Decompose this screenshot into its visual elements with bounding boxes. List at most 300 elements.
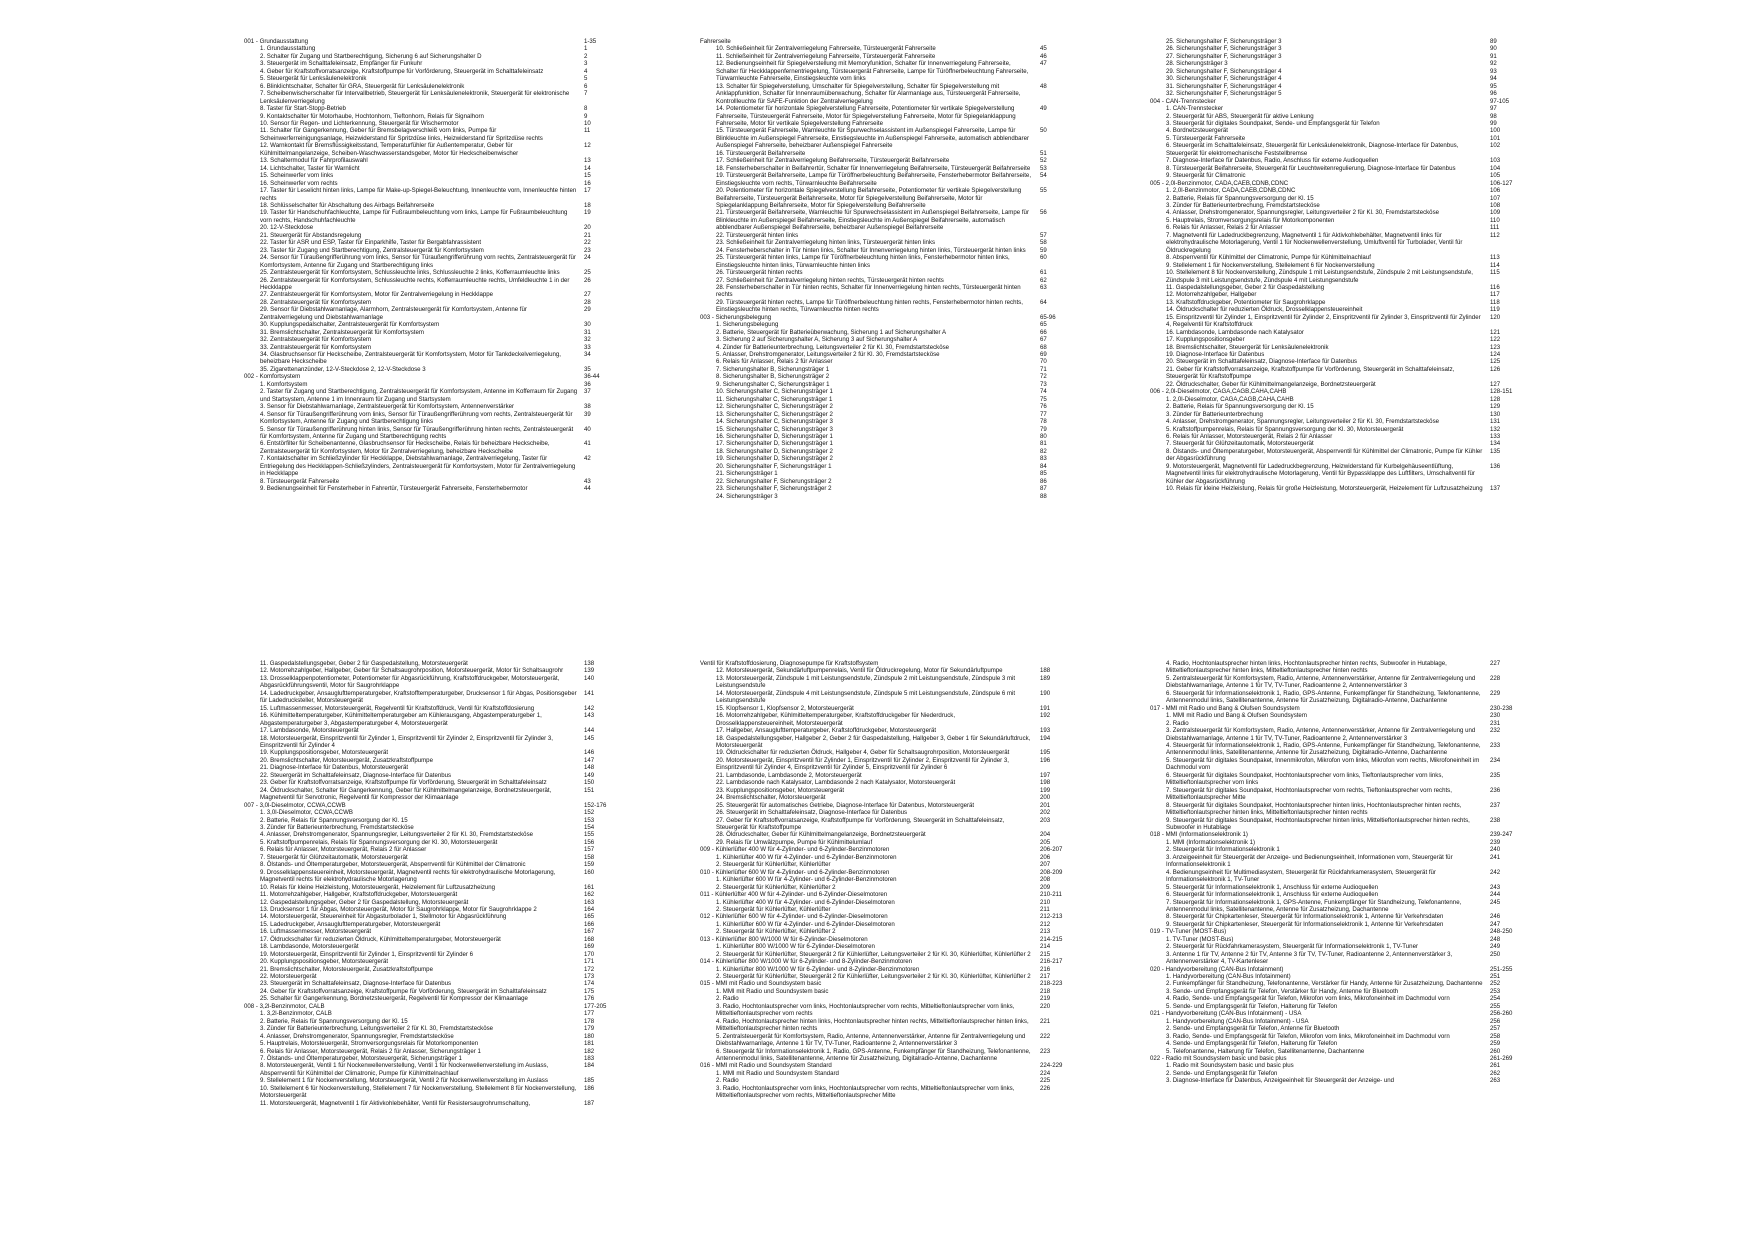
- toc-entry-row: [244, 779, 624, 786]
- toc-entry-title: 8. Steuergerät für digitales Soundpaket, Hochtonlautsprecher hinten links, Hochtonlautsprecher hinten rechts, Mitteltieftonlautsprecher hinten links, Mitteltieftonlautsprecher hinten rechts: [1166, 801, 1462, 817]
- toc-entry-row: [700, 418, 1080, 425]
- toc-entry-title: 17. Hallgeber, Ansauglufttemperaturgeber, Kraftstoffdruckgeber, Motorsteuergerät: [716, 727, 937, 735]
- toc-page-number: 188: [1040, 667, 1051, 675]
- toc-page-number: 12: [584, 142, 591, 150]
- toc-entry-title: 3. Diagnose-Interface für Datenbus, Anzeigeeinheit für Steuergerät der Anzeige- und: [1166, 1077, 1394, 1085]
- toc-entry-title: 2. Steuergerät für Kühlerlüfter, Kühlerlüfter: [716, 905, 831, 913]
- toc-entry-row: [244, 157, 624, 164]
- toc-entry-row: [700, 973, 1080, 980]
- toc-page-number: 67: [1040, 336, 1047, 344]
- toc-entry-row: [700, 1077, 1080, 1084]
- toc-page-number: 228: [1490, 674, 1501, 682]
- toc-entry-row: [700, 988, 1080, 995]
- toc-page-number: 185: [584, 1077, 595, 1085]
- toc-entry-row: [700, 127, 1080, 149]
- toc-entry-title: 19. Kupplungspositionsgeber, Motorsteuergerät: [260, 749, 389, 757]
- toc-entry-row: [244, 660, 624, 667]
- toc-page-number: 240: [1490, 846, 1501, 854]
- toc-entry-title: 22. Steuergerät im Schalttafeleinsatz, Diagnose-Interface für Datenbus: [260, 771, 452, 779]
- toc-entry-row: [700, 787, 1080, 794]
- toc-page-number: 10: [584, 119, 591, 127]
- toc-page-number: 213: [1040, 928, 1051, 936]
- toc-chapter-row: [700, 958, 1080, 965]
- toc-entry-row: [1150, 344, 1530, 351]
- toc-chapter-row: [1150, 966, 1530, 973]
- toc-entry-title: 018 - MMI (Informationselektronik 1): [1150, 831, 1248, 839]
- toc-page-number: 42: [584, 455, 591, 463]
- toc-entry-title: 8. Ölstands- und Öltemperaturgeber, Motorsteuergerät, Absperrventil für Kühlmittel der Climatronic, Pumpe für Kühler der Abgasrückführung: [1166, 447, 1483, 463]
- toc-entry-title: 25. Sicherungshalter F, Sicherungsträger 3: [1166, 38, 1282, 45]
- toc-page-number: 15: [584, 172, 591, 180]
- toc-page-number: 195: [1040, 749, 1051, 757]
- toc-page-number: 262: [1490, 1069, 1501, 1077]
- toc-entry-title: 12. Warnkontakt für Bremsflüssigkeitsstand, Temperaturfühler für Außentemperatur, Geber für Kühlmittelmangelanzeige, Scheiben-Waschwasserstandsgeber, Motor für Heckscheibenwischer: [260, 142, 519, 157]
- toc-chapter-row: [1150, 180, 1530, 187]
- toc-entry-row: [244, 45, 624, 52]
- toc-page-number: 247: [1490, 920, 1501, 928]
- toc-entry-title: 23. Geber für Kraftstoffvorratsanzeige, Kraftstoffpumpe für Vorförderung, Steuergerät im Schalttafeleinsatz: [260, 779, 547, 787]
- toc-entry-title: 4. Anlasser, Drehstromgenerator, Spannungsregler, Leitungsverteiler 2 für Kl. 30, Fremdstartstecköse: [1166, 209, 1440, 217]
- toc-column-bottom-left: [244, 660, 624, 1215]
- toc-entry-title: 24. Sensor für Türaußengrifferührung vorn links, Sensor für Türaußengrifferührung vorn rechts, Zentralsteuergerät für Komfortsystem, Antenne für Zugang und Startberechtigung links: [260, 254, 576, 269]
- toc-entry-title: 5. Zentralsteuergerät für Komfortsystem, Radio, Antenne, Antennenverstärker, Antenne für Zentralverriegelung und Diebstahlwarnanlage, Antenne 1 für TV, TV-Tuner, Radioantenne 2, Antennenverstärker 3: [716, 1032, 1026, 1048]
- toc-entry-row: [700, 749, 1080, 756]
- toc-page-number: 129: [1490, 403, 1501, 411]
- toc-entry-row: [1150, 157, 1530, 164]
- toc-entry-title: 12. Motorrehzahlgeber, Hallgeber, Geber für Schaltsaugrohrposition, Motorsteuergerät, Motor für Schaltsaugrohr: [260, 667, 564, 675]
- toc-page-number: 206-207: [1040, 846, 1063, 854]
- toc-entry-row: [1150, 973, 1530, 980]
- toc-entry-row: [700, 396, 1080, 403]
- toc-page-number: 64: [1040, 298, 1047, 306]
- toc-entry-title: 25. Schalter für Gangerkennung, Bordnetzsteuergerät, Regelventil für Kompressor der Klimaanlage: [260, 995, 528, 1003]
- toc-page-number: 246: [1490, 913, 1501, 921]
- toc-entry-row: [1150, 891, 1530, 898]
- toc-entry-title: 18. Fensterheberschalter in Beifahrertür, Schalter für Innenverriegelung Beifahrerseite, Türsteuergerät Beifahrerseite: [716, 164, 1031, 172]
- toc-page-number: 250: [1490, 950, 1501, 958]
- toc-entry-title: 15. Einspritzventil für Zylinder 1, Einspritzventil für Zylinder 2, Einspritzventil für Zylinder 3, Einspritzventil für Zylinder 4, Regelventil für Kraftstoffdruck: [1166, 313, 1481, 329]
- toc-page-number: 214: [1040, 943, 1051, 951]
- toc-entry-row: [700, 1085, 1080, 1100]
- toc-entry-title: 1. MMI mit Radio und Bang & Olufsen Soundsystem: [1166, 712, 1307, 720]
- toc-entry-row: [244, 1040, 624, 1047]
- toc-chapter-row: [700, 38, 1080, 45]
- toc-page-number: 210: [1040, 898, 1051, 906]
- toc-chapter-row: [700, 913, 1080, 920]
- toc-entry-title: 29. Relais für Umwälzpumpe, Pumpe für Kühlmittelumlauf: [716, 838, 873, 846]
- toc-column-top-left: [244, 38, 624, 598]
- toc-entry-title: 16. Luftmassenmesser, Motorsteuergerät: [260, 928, 372, 936]
- toc-entry-title: 4. Steuergerät für Informationselektronik 1, Radio, GPS-Antenne, Funkempfänger für Standheizung, Telefonantenne, Antennenmodul links, Satellitenantenne, Antenne für Zusatzheizung, Digitalradio-Antenne, Dachantenne: [1166, 741, 1481, 757]
- toc-entry-row: [700, 712, 1080, 727]
- toc-entry-row: [700, 344, 1080, 351]
- toc-entry-row: [244, 817, 624, 824]
- toc-entry-row: [244, 202, 624, 209]
- toc-page-number: 140: [584, 674, 595, 682]
- toc-entry-title: 1. Kühlerlüfter 800 W/1000 W für 6-Zylinder- und 8-Zylinder-Benzinmotoren: [716, 965, 920, 973]
- toc-page-number: 74: [1040, 388, 1047, 396]
- toc-entry-title: 2. Taster für Zugang und Startberechtigung, Zentralsteuergerät für Komfortsystem, Antenne im Kofferraum für Zugang und Startsystem, Antenne 1 im Innenraum für Zugang und Startsystem: [260, 388, 578, 403]
- toc-entry-row: [700, 943, 1080, 950]
- toc-entry-row: [700, 757, 1080, 772]
- toc-entry-title: 21. Steuergerät für Abstandsregelung: [260, 231, 362, 239]
- toc-page-number: 45: [1040, 45, 1047, 53]
- toc-entry-row: [1150, 742, 1530, 757]
- toc-column-bottom-middle: [700, 660, 1080, 1215]
- toc-page-number: 179: [584, 1025, 595, 1033]
- toc-entry-title: 9. Sicherungshalter C, Sicherungsträger 1: [716, 380, 830, 388]
- toc-entry-row: [1150, 913, 1530, 920]
- toc-entry-title: 3. Zünder für Batterieunterbrechung, Fremdstartstecköse: [260, 823, 414, 831]
- toc-entry-title: 22. Sicherungshalter F, Sicherungsträger 2: [716, 477, 832, 485]
- toc-entry-row: [244, 831, 624, 838]
- toc-entry-title: 15. Ladedruckgeber, Ansauglufttemperaturgeber, Motorsteuergerät: [260, 920, 441, 928]
- toc-page-number: 29: [584, 306, 591, 314]
- toc-entry-row: [700, 809, 1080, 816]
- toc-entry-title: 5. Kraftstoffpumpenrelais, Relais für Spannungsversorgung der Kl. 30, Motorsteuergerät: [260, 838, 498, 846]
- toc-page-number: 163: [584, 898, 595, 906]
- toc-entry-row: [700, 403, 1080, 410]
- toc-entry-title: 29. Türsteuergerät hinten rechts, Lampe für Türöffnerbeleuchtung hinten rechts, Fensterhebermotor hinten rechts, Einstiegsleuchte hinten rechts, Türwarnleuchte hinten rechts: [716, 298, 1023, 314]
- toc-entry-row: [244, 329, 624, 336]
- toc-page-number: 230-238: [1490, 704, 1513, 712]
- toc-entry-row: [244, 1077, 624, 1084]
- toc-entry-title: 1. MMI (Informationselektronik 1): [1166, 838, 1256, 846]
- toc-entry-row: [700, 187, 1080, 209]
- toc-page-number: 258: [1490, 1032, 1501, 1040]
- toc-entry-title: 1. Handyvorbereitung (CAN-Bus Infotainment) - USA: [1166, 1017, 1309, 1025]
- toc-page-number: 95: [1490, 82, 1497, 90]
- toc-entry-title: 27. Zentralsteuergerät für Komfortsystem, Motor für Zentralverriegelung in Heckklappe: [260, 291, 494, 299]
- toc-page-number: 248: [1490, 935, 1501, 943]
- toc-entry-row: [700, 83, 1080, 105]
- toc-page-number: 145: [584, 734, 595, 742]
- toc-page-number: 252: [1490, 980, 1501, 988]
- toc-entry-row: [1150, 366, 1530, 381]
- toc-entry-title: 18. Sicherungshalter D, Sicherungsträger 2: [716, 447, 833, 455]
- toc-page-number: 100: [1490, 127, 1501, 135]
- toc-page-number: 60: [1040, 254, 1047, 262]
- toc-entry-title: 23. Kupplungspositionsgeber, Motorsteuergerät: [716, 786, 845, 794]
- toc-entry-title: 23. Schließeinheit für Zentralverriegelung hinten links, Türsteuergerät hinten links: [716, 239, 936, 247]
- toc-chapter-row: [700, 980, 1080, 987]
- toc-entry-title: 28. Zentralsteuergerät für Komfortsystem: [260, 298, 372, 306]
- toc-entry-title: 10. Schließeinheit für Zentralverriegelung Fahrerseite, Türsteuergerät Fahrerseite: [716, 45, 936, 53]
- toc-page-number: 249: [1490, 943, 1501, 951]
- toc-page-number: 121: [1490, 328, 1501, 336]
- toc-page-number: 198: [1040, 779, 1051, 787]
- toc-page-number: 99: [1490, 119, 1497, 127]
- toc-chapter-row: [700, 314, 1080, 321]
- toc-entry-row: [244, 1010, 624, 1017]
- toc-entry-row: [1150, 440, 1530, 447]
- toc-entry-row: [244, 861, 624, 868]
- toc-entry-row: [1150, 172, 1530, 179]
- toc-page-number: 192: [1040, 712, 1051, 720]
- toc-page-number: 17: [584, 187, 591, 195]
- toc-page-number: 92: [1490, 60, 1497, 68]
- toc-entry-title: 6. Steuergerät im Schalttafeleinsatz, Steuergerät für Lenksäulenelektronik, Diagnose-Interface für Datenbus, Steuergerät für elektromechanische Feststellbremse: [1166, 142, 1459, 157]
- toc-entry-title: 1. Grundausstattung: [260, 45, 316, 53]
- toc-page-number: 26: [584, 276, 591, 284]
- toc-entry-row: [700, 735, 1080, 750]
- toc-entry-row: [700, 951, 1080, 958]
- toc-entry-title: 1. MMI mit Radio und Soundsystem basic: [716, 987, 829, 995]
- toc-page-number: 65-96: [1040, 313, 1056, 321]
- toc-entry-row: [1150, 727, 1530, 742]
- toc-entry-row: [700, 1048, 1080, 1063]
- toc-entry-title: 10. Sicherungshalter C, Sicherungsträger 1: [716, 388, 833, 396]
- toc-chapter-row: [244, 373, 624, 380]
- toc-entry-title: 2. Sende- und Empfangsgerät für Telefon, Antenne für Bluetooth: [1166, 1025, 1340, 1033]
- toc-entry-title: 4. Sende- und Empfangsgerät für Telefon, Halterung für Telefon: [1166, 1040, 1338, 1048]
- toc-entry-title: 3. Zünder für Batterieunterbrechung, Leitungsverteiler 2 für Kl. 30, Fremdstartstecköse: [260, 1025, 494, 1033]
- toc-chapter-row: [1150, 1055, 1530, 1062]
- toc-entry-row: [244, 772, 624, 779]
- toc-page-number: 11: [584, 127, 591, 135]
- toc-entry-row: [244, 209, 624, 224]
- toc-page-number: 244: [1490, 891, 1501, 899]
- toc-page-number: 158: [584, 853, 595, 861]
- toc-entry-title: 18. Schlüsselschalter für Abschaltung des Airbags Beifahrerseite: [260, 201, 435, 209]
- toc-page-number: 259: [1490, 1040, 1501, 1048]
- toc-entry-title: 20. Kupplungspositionsgeber, Motorsteuergerät: [260, 958, 389, 966]
- toc-entry-title: 6. Relais für Anlasser, Relais 2 für Anlasser: [716, 358, 833, 366]
- toc-page-number: 159: [584, 861, 595, 869]
- toc-entry-title: 22. Türsteuergerät hinten links: [716, 231, 799, 239]
- toc-entry-title: 5. Steuergerät für Informationselektronik 1, Anschluss für externe Audioquellen: [1166, 883, 1379, 891]
- toc-entry-row: [244, 1062, 624, 1077]
- toc-page-number: 147: [584, 756, 595, 764]
- toc-page-number: 31: [584, 328, 591, 336]
- toc-entry-row: [700, 358, 1080, 365]
- toc-entry-row: [1150, 262, 1530, 269]
- toc-page-number: 243: [1490, 883, 1501, 891]
- toc-entry-title: 5. Steuergerät für Lenksäulenelektronik: [260, 75, 367, 83]
- toc-entry-title: 13. Drosselklappenpotentiometer, Potentiometer für Abgasrückführung, Kraftstoffdruckgeber, Motorsteuergerät, Abgasrückführungsventil, Motor für Saugrohrklappe: [260, 674, 560, 690]
- toc-entry-row: [1150, 712, 1530, 719]
- toc-page-number: 38: [584, 403, 591, 411]
- toc-entry-row: [1150, 1003, 1530, 1010]
- toc-entry-row: [700, 1033, 1080, 1048]
- toc-entry-row: [1150, 224, 1530, 231]
- toc-page-number: 212-213: [1040, 913, 1063, 921]
- toc-entry-title: 013 - Kühlerlüfter 800 W/1000 W für 6-Zylinder-Dieselmotoren: [700, 935, 868, 943]
- toc-entry-title: 18. Lambdasonde, Motorsteuergerät: [260, 943, 359, 951]
- toc-entry-row: [244, 232, 624, 239]
- toc-entry-row: [244, 667, 624, 674]
- toc-entry-row: [700, 426, 1080, 433]
- toc-entry-title: 34. Glasbruchsensor für Heckscheibe, Zentralsteuergerät für Komfortsystem, Motor für Tankdeckelverriegelung, beheizbare Heckscheibe: [260, 351, 561, 366]
- toc-entry-row: [700, 861, 1080, 868]
- toc-entry-title: 11. Sicherungshalter C, Sicherungsträger 1: [716, 395, 833, 403]
- toc-column-top-middle: [700, 38, 1080, 598]
- toc-page-number: 174: [584, 980, 595, 988]
- toc-entry-row: [244, 846, 624, 853]
- toc-page-number: 101: [1490, 134, 1501, 142]
- toc-entry-title: 16. Türsteuergerät Beifahrerseite: [716, 149, 806, 157]
- toc-entry-row: [1150, 284, 1530, 291]
- toc-entry-row: [700, 411, 1080, 418]
- toc-page-number: 222: [1040, 1032, 1051, 1040]
- toc-entry-title: 7. Ölstands- und Öltemperaturgeber, Motorsteuergerät, Sicherungsträger 1: [260, 1055, 462, 1063]
- toc-entry-title: 14. Öldruckschalter für reduzierten Öldruck, Drosselklappensteuereinheit: [1166, 306, 1363, 314]
- toc-entry-title: 9. Drosselklappensteuereinheit, Motorsteuergerät, Magnetventil rechts für elektrohydraulische Motorlagerung, Magnetventil rechts für elektrohydraulische Motorlagerung: [260, 868, 556, 884]
- toc-entry-row: [700, 1018, 1080, 1033]
- toc-page-number: 91: [1490, 52, 1497, 60]
- toc-page-number: 251-255: [1490, 965, 1513, 973]
- toc-page-number: 28: [584, 298, 591, 306]
- toc-entry-title: 2. Steuergerät für Kühlerlüfter, Steuergerät 2 für Kühlerlüfter, Leitungsverteiler 2 für Kl. 30, Kühlerlüfter, Kühlerlüfter 2: [716, 950, 1031, 958]
- toc-page-number: 237: [1490, 801, 1501, 809]
- toc-page-number: 49: [1040, 105, 1047, 113]
- toc-page-number: 43: [584, 477, 591, 485]
- toc-entry-title: 8. Ölstands- und Öltemperaturgeber, Motorsteuergerät, Absperrventil für Kühlmittel der Climatronic: [260, 861, 526, 869]
- toc-entry-row: [1150, 299, 1530, 306]
- toc-entry-row: [700, 455, 1080, 462]
- toc-page-number: 21: [584, 231, 591, 239]
- toc-entry-row: [1150, 120, 1530, 127]
- toc-entry-title: 2. Radio: [716, 995, 739, 1003]
- toc-page-number: 66: [1040, 328, 1047, 336]
- toc-entry-title: 8. Steuergerät für Chipkartenleser, Steuergerät für Informationselektronik 1, Antenne für Verkehrsdaten: [1166, 913, 1444, 921]
- toc-page-number: 225: [1040, 1077, 1051, 1085]
- toc-page-number: 242: [1490, 868, 1501, 876]
- toc-page-number: 263: [1490, 1077, 1501, 1085]
- toc-page-number: 219: [1040, 995, 1051, 1003]
- toc-entry-title: 2. Batterie, Relais für Spannungsversorgung der Kl. 15: [260, 1017, 408, 1025]
- toc-entry-title: 014 - Kühlerlüfter 800 W/1000 W für 6-Zylinder- und 8-Zylinder-Benzinmotoren: [700, 958, 913, 966]
- toc-entry-title: 4. Anlasser, Drehstromgenerator, Spannungsregler, Leitungsverteiler 2 für Kl. 30, Fremdstartstecköse: [1166, 418, 1440, 426]
- toc-entry-row: [244, 277, 624, 292]
- toc-entry-title: 29. Sicherungshalter F, Sicherungsträger 4: [1166, 67, 1282, 75]
- toc-page-number: 75: [1040, 395, 1047, 403]
- toc-page-number: 23: [584, 246, 591, 254]
- toc-entry-title: 16. Lambdasonde, Lambdasonde nach Katalysator: [1166, 328, 1304, 336]
- toc-page-number: 135: [1490, 447, 1501, 455]
- toc-entry-row: [244, 75, 624, 82]
- toc-chapter-row: [1150, 831, 1530, 838]
- toc-entry-row: [244, 712, 624, 727]
- toc-entry-title: 3. Zünder für Batterieunterbrechung, Fremdstartstecköse: [1166, 201, 1320, 209]
- toc-page-number: 79: [1040, 425, 1047, 433]
- toc-entry-title: 14. Ladedruckgeber, Ansauglufttemperaturgeber, Kraftstofftemperaturgeber, Drucksensor 1 für Abgas, Positionsgeber für Ladedrucksteller, Motorsteuergerät: [260, 689, 577, 705]
- toc-entry-title: 21. Bremslichtschalter, Motorsteuergerät, Zusatzkraftstoffpumpe: [260, 965, 433, 973]
- toc-entry-row: [700, 254, 1080, 269]
- toc-page-number: 25: [584, 269, 591, 277]
- toc-page-number: 190: [1040, 689, 1051, 697]
- toc-column-top-right: [1150, 38, 1530, 598]
- toc-page-number: 124: [1490, 351, 1501, 359]
- toc-entry-title: 5. Telefonantenne, Halterung für Telefon, Satellitenantenne, Dachantenne: [1166, 1047, 1365, 1055]
- toc-page-number: 137: [1490, 485, 1501, 493]
- toc-entry-row: [1150, 351, 1530, 358]
- toc-entry-row: [700, 277, 1080, 284]
- toc-entry-title: 20. 12-V-Steckdose: [260, 224, 314, 232]
- toc-entry-row: [700, 794, 1080, 801]
- toc-entry-title: 31. Sicherungshalter F, Sicherungsträger 4: [1166, 82, 1282, 90]
- toc-entry-title: 10. Stellelement 8 für Nockenverstellung, Zündspule 1 mit Leistungsendstufe, Zündspule 2 mit Leistungsendstufe, Zündspule 3 mit Leistungsendstufe, Zündspule 4 mit Leistungsendstufe: [1166, 269, 1473, 284]
- toc-page-number: 141: [584, 689, 595, 697]
- toc-entry-title: 2. Batterie, Relais für Spannungsversorgung der Kl. 15: [1166, 403, 1314, 411]
- toc-page-number: 58: [1040, 239, 1047, 247]
- toc-entry-title: 003 - Sicherungsbelegung: [700, 313, 772, 321]
- toc-page-number: 130: [1490, 410, 1501, 418]
- toc-entry-title: 4. Radio, Hochtonlautsprecher hinten links, Hochtonlautsprecher hinten rechts, Mitteltieftonlautsprecher hinten links, Mitteltieftonlautsprecher hinten rechts: [716, 1017, 1029, 1033]
- toc-entry-title: 19. Sicherungshalter D, Sicherungsträger 2: [716, 455, 833, 463]
- toc-page-number: 54: [1040, 172, 1047, 180]
- toc-entry-title: 24. Öldruckschalter, Schalter für Gangerkennung, Geber für Kühlmittelmangelanzeige, Bordnetzsteuergerät, Magnetventil für Servotronic, Regelventil für Kompressor der Klimaanlage: [260, 786, 552, 802]
- toc-entry-row: [244, 299, 624, 306]
- toc-page-number: 184: [584, 1062, 595, 1070]
- toc-page-number: 248-250: [1490, 928, 1513, 936]
- toc-page-number: 41: [584, 440, 591, 448]
- toc-entry-row: [1150, 899, 1530, 914]
- toc-entry-title: 28. Sicherungsträger 3: [1166, 60, 1228, 68]
- toc-entry-row: [700, 172, 1080, 187]
- toc-entry-title: 23. Sicherungshalter F, Sicherungsträger 2: [716, 485, 832, 493]
- toc-page-number: 36-44: [584, 373, 600, 381]
- toc-entry-title: 30. Sicherungshalter F, Sicherungsträger 4: [1166, 75, 1282, 83]
- toc-entry-row: [244, 735, 624, 750]
- toc-page-number: 178: [584, 1017, 595, 1025]
- toc-entry-title: 32. Sicherungshalter F, Sicherungsträger 5: [1166, 90, 1282, 98]
- toc-entry-row: [244, 187, 624, 202]
- toc-entry-title: 7. Sicherungshalter B, Sicherungsträger 1: [716, 365, 830, 373]
- toc-page-number: 206: [1040, 853, 1051, 861]
- toc-entry-title: 15. Scheinwerfer vorn links: [260, 172, 334, 180]
- toc-entry-row: [1150, 90, 1530, 97]
- toc-entry-row: [244, 180, 624, 187]
- toc-entry-row: [1150, 1025, 1530, 1032]
- toc-entry-title: 25. Zentralsteuergerät für Komfortsystem, Schlussleuchte links, Schlussleuchte 2 links, Kofferraumleuchte links: [260, 269, 560, 277]
- toc-entry-title: 7. Diagnose-Interface für Datenbus, Radio, Anschluss für externe Audioquellen: [1166, 157, 1379, 165]
- toc-page-number: 172: [584, 965, 595, 973]
- toc-entry-row: [244, 269, 624, 276]
- toc-entry-row: [700, 667, 1080, 674]
- toc-chapter-row: [700, 869, 1080, 876]
- toc-entry-row: [244, 90, 624, 105]
- toc-page-number: 27: [584, 291, 591, 299]
- toc-entry-title: 13. Schaltermodul für Fahrprofilauswahl: [260, 157, 368, 165]
- toc-page-number: 117: [1490, 291, 1500, 299]
- toc-page-number: 55: [1040, 187, 1047, 195]
- toc-entry-row: [1150, 802, 1530, 817]
- toc-entry-row: [1150, 660, 1530, 675]
- toc-page-number: 88: [1040, 492, 1047, 500]
- toc-entry-title: 7. Steuergerät für digitales Soundpaket, Hochtonlautsprecher vorn rechts, Tieftonlautsprecher vorn rechts, Mitteltieftonlautsprecher Mitte: [1166, 786, 1452, 802]
- toc-page-number: 224: [1040, 1069, 1051, 1077]
- toc-entry-title: 1. Kühlerlüfter 400 W für 4-Zylinder- und 6-Zylinder-Benzinmotoren: [716, 853, 897, 861]
- toc-entry-title: 15. Türsteuergerät Fahrerseite, Warnleuchte für Spurwechselassistent im Außenspiegel Fahrerseite, Lampe für Blinkleuchte im Außenspiegel Fahrerseite, Einstiegsleuchte im Außenspiegel Fahrerseite, automatisch abblendbarer Außenspiegel Fahrerseite, beheizbarer Außenspiegel Fahrerseite: [716, 127, 1029, 150]
- toc-page-number: 83: [1040, 455, 1047, 463]
- toc-page-number: 57: [1040, 231, 1047, 239]
- toc-page-number: 115: [1490, 269, 1500, 277]
- toc-page-number: 62: [1040, 276, 1047, 284]
- toc-entry-title: 5. Anlasser, Drehstromgenerator, Leitungsverteiler 2 für Kl. 30, Fremdstartstecköse: [716, 351, 940, 359]
- toc-entry-row: [1150, 839, 1530, 846]
- toc-entry-title: 19. Diagnose-Interface für Datenbus: [1166, 351, 1265, 359]
- toc-entry-row: [700, 906, 1080, 913]
- toc-entry-title: 18. Bremslichtschalter, Steuergerät für Lenksäulenelektronik: [1166, 343, 1329, 351]
- toc-page-number: 7: [584, 90, 588, 98]
- toc-entry-title: 22. Öldruckschalter, Geber für Kühlmittelmangelanzeige, Bordnetzsteuergerät: [1166, 380, 1376, 388]
- toc-entry-title: 2. Batterie, Relais für Spannungsversorgung der Kl. 15: [260, 816, 408, 824]
- toc-page-number: 215: [1040, 950, 1051, 958]
- toc-entry-row: [1150, 358, 1530, 365]
- toc-page-number: 37: [584, 388, 591, 396]
- toc-page-number: 3: [584, 60, 588, 68]
